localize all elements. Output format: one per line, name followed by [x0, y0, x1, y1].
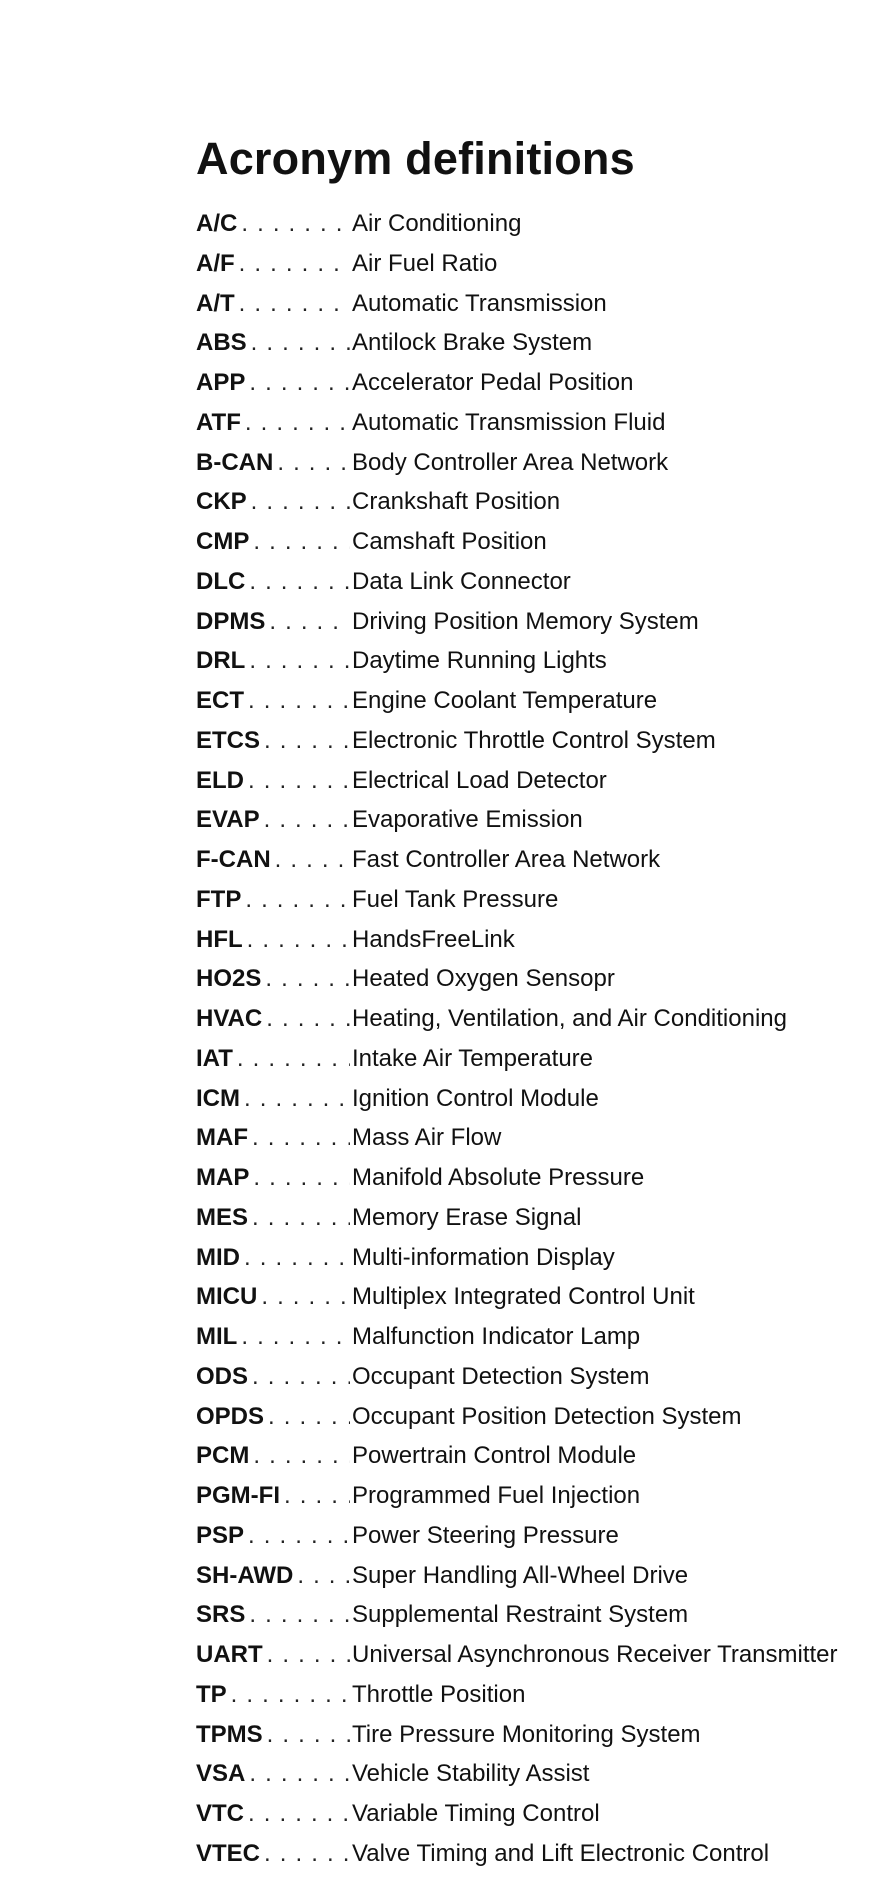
acronym-term: TPMS	[196, 1720, 263, 1748]
acronym-definition: Supplemental Restraint System	[352, 1601, 689, 1629]
acronym-row	[196, 1085, 876, 1125]
acronym-definition: Fuel Tank Pressure	[352, 885, 559, 913]
acronym-row	[196, 1005, 876, 1045]
acronym-term-cell	[196, 1045, 350, 1073]
dot-leader	[235, 290, 350, 318]
acronym-definition: Valve Timing and Lift Electronic Control	[352, 1839, 770, 1867]
dot-leader	[280, 1482, 350, 1510]
acronym-term: VTEC	[196, 1839, 261, 1867]
acronym-row	[196, 1164, 876, 1204]
acronym-definition: Multiplex Integrated Control Unit	[352, 1283, 695, 1311]
acronym-definition: Air Fuel Ratio	[352, 249, 498, 277]
dot-leader	[249, 1164, 350, 1192]
dot-leader	[233, 1045, 350, 1073]
dot-leader	[241, 409, 350, 437]
acronym-definition: Air Conditioning	[352, 210, 522, 237]
acronym-definition: Intake Air Temperature	[352, 1044, 594, 1072]
acronym-term: IAT	[196, 1044, 233, 1072]
acronym-definition: Heated Oxygen Sensopr	[352, 965, 615, 993]
acronym-term: ATF	[196, 408, 241, 436]
acronym-term-cell	[196, 1005, 350, 1033]
acronym-term-cell	[196, 965, 350, 993]
acronym-row	[196, 1800, 876, 1840]
acronym-term-cell	[196, 1601, 350, 1629]
acronym-row	[196, 1681, 876, 1721]
acronym-row	[196, 488, 876, 528]
acronym-term-cell	[196, 250, 350, 278]
acronym-term-cell	[196, 926, 350, 954]
acronym-term-cell	[196, 290, 350, 318]
acronym-definition: Driving Position Memory System	[352, 607, 699, 635]
acronym-row	[196, 250, 876, 290]
dot-leader	[247, 488, 350, 516]
acronym-term-cell	[196, 1124, 350, 1152]
acronym-row	[196, 965, 876, 1005]
acronym-term: EVAP	[196, 806, 260, 834]
acronym-definition: Fast Controller Area Network	[352, 846, 661, 873]
dot-leader	[248, 1363, 350, 1391]
acronym-definition: Throttle Position	[352, 1680, 526, 1708]
acronym-row	[196, 687, 876, 727]
acronym-definition: Powertrain Control Module	[352, 1442, 637, 1470]
acronym-term-cell	[196, 1244, 350, 1272]
acronym-term: A/T	[196, 289, 235, 317]
dot-leader	[244, 687, 350, 715]
acronym-term: FTP	[196, 885, 242, 913]
acronym-term-cell	[196, 806, 350, 834]
dot-leader	[263, 1641, 350, 1669]
acronym-definition: Crankshaft Position	[352, 488, 561, 516]
acronym-definition: Accelerator Pedal Position	[352, 369, 634, 396]
acronym-definition: Camshaft Position	[352, 528, 547, 555]
acronym-term-cell	[196, 1204, 350, 1232]
dot-leader	[248, 1204, 350, 1232]
dot-leader	[244, 1522, 350, 1550]
acronym-row	[196, 1363, 876, 1403]
acronym-term-cell	[196, 1085, 350, 1113]
acronym-definition: Super Handling All-Wheel Drive	[352, 1561, 689, 1589]
dot-leader	[260, 806, 350, 834]
acronym-term-cell	[196, 1482, 350, 1510]
dot-leader	[245, 1601, 350, 1629]
acronym-term: A/F	[196, 249, 235, 277]
acronym-page	[196, 128, 876, 1880]
dot-leader	[247, 329, 350, 357]
page-title: Acronym definitions	[196, 133, 635, 184]
acronym-definition: Body Controller Area Network	[352, 448, 669, 476]
acronym-term-cell	[196, 1681, 350, 1709]
acronym-row	[196, 1244, 876, 1284]
acronym-definition: Automatic Transmission Fluid	[352, 408, 666, 436]
acronym-term-cell	[196, 1283, 350, 1311]
acronym-term-cell	[196, 846, 350, 874]
dot-leader	[249, 1442, 350, 1470]
dot-leader	[245, 647, 350, 675]
acronym-definition: Manifold Absolute Pressure	[352, 1164, 645, 1191]
acronym-term: MES	[196, 1203, 249, 1231]
acronym-row	[196, 767, 876, 807]
acronym-list	[196, 210, 876, 1880]
acronym-term: VTC	[196, 1800, 244, 1827]
acronym-row	[196, 1601, 876, 1641]
acronym-row	[196, 806, 876, 846]
acronym-term-cell	[196, 369, 350, 397]
acronym-definition: Engine Coolant Temperature	[352, 687, 658, 714]
acronym-definition: Vehicle Stability Assist	[352, 1760, 590, 1788]
acronym-row	[196, 1403, 876, 1443]
acronym-term: ELD	[196, 766, 244, 794]
acronym-term: F-CAN	[196, 846, 271, 873]
acronym-row	[196, 1641, 876, 1681]
acronym-definition: Tire Pressure Monitoring System	[352, 1720, 701, 1748]
acronym-term: TP	[196, 1680, 227, 1708]
acronym-definition: Heating, Ventilation, and Air Conditioning	[352, 1005, 787, 1032]
dot-leader	[263, 1721, 350, 1749]
acronym-row	[196, 1522, 876, 1562]
acronym-definition: Electronic Throttle Control System	[352, 726, 716, 754]
acronym-term-cell	[196, 687, 350, 715]
acronym-term-cell	[196, 449, 350, 477]
acronym-term-cell	[196, 1323, 350, 1351]
dot-leader	[261, 965, 350, 993]
acronym-row	[196, 369, 876, 409]
acronym-definition: Ignition Control Module	[352, 1084, 599, 1112]
acronym-term: ECT	[196, 687, 244, 714]
dot-leader	[273, 449, 350, 477]
acronym-term: MICU	[196, 1283, 258, 1311]
acronym-definition: Electrical Load Detector	[352, 766, 607, 794]
acronym-row	[196, 210, 876, 250]
acronym-definition: Data Link Connector	[352, 567, 571, 595]
acronym-term: APP	[196, 369, 246, 396]
dot-leader	[227, 1681, 350, 1709]
acronym-definition: HandsFreeLink	[352, 925, 515, 953]
acronym-row	[196, 1562, 876, 1602]
acronym-row	[196, 1204, 876, 1244]
acronym-row	[196, 449, 876, 489]
acronym-term: HO2S	[196, 965, 262, 993]
acronym-row	[196, 1124, 876, 1164]
acronym-row	[196, 528, 876, 568]
acronym-definition: Occupant Detection System	[352, 1362, 650, 1390]
dot-leader	[249, 528, 350, 556]
acronym-definition: Malfunction Indicator Lamp	[352, 1323, 641, 1350]
acronym-term: SRS	[196, 1601, 246, 1629]
acronym-row	[196, 409, 876, 449]
acronym-row	[196, 568, 876, 608]
acronym-definition: Universal Asynchronous Receiver Transmitter	[352, 1641, 838, 1668]
acronym-term: PGM-FI	[196, 1482, 280, 1509]
acronym-term: PSP	[196, 1521, 245, 1549]
acronym-term: MAP	[196, 1164, 250, 1191]
acronym-term: MID	[196, 1243, 240, 1271]
dot-leader	[243, 926, 350, 954]
acronym-term-cell	[196, 488, 350, 516]
dot-leader	[240, 1085, 350, 1113]
acronym-term-cell	[196, 1363, 350, 1391]
dot-leader	[245, 1760, 350, 1788]
acronym-term: MIL	[196, 1323, 238, 1350]
acronym-row	[196, 727, 876, 767]
acronym-row	[196, 1482, 876, 1522]
dot-leader	[248, 1124, 350, 1152]
acronym-row	[196, 1721, 876, 1761]
acronym-term: DLC	[196, 567, 246, 595]
acronym-row	[196, 1760, 876, 1800]
acronym-term-cell	[196, 608, 350, 636]
acronym-term: CKP	[196, 488, 247, 516]
dot-leader	[293, 1562, 350, 1590]
dot-leader	[237, 210, 350, 238]
acronym-definition: Automatic Transmission	[352, 289, 607, 317]
acronym-term: PCM	[196, 1442, 250, 1470]
acronym-term: DPMS	[196, 607, 266, 635]
acronym-definition: Occupant Position Detection System	[352, 1402, 742, 1430]
acronym-term: MAF	[196, 1124, 248, 1152]
acronym-term: SH-AWD	[196, 1561, 294, 1589]
acronym-term-cell	[196, 210, 350, 238]
acronym-term-cell	[196, 528, 350, 556]
acronym-row	[196, 608, 876, 648]
dot-leader	[245, 568, 350, 596]
dot-leader	[265, 608, 350, 636]
acronym-term-cell	[196, 568, 350, 596]
dot-leader	[235, 250, 350, 278]
acronym-definition: Multi-information Display	[352, 1243, 615, 1271]
acronym-row	[196, 1045, 876, 1085]
acronym-term: B-CAN	[196, 448, 274, 476]
acronym-definition: Mass Air Flow	[352, 1124, 502, 1152]
acronym-term-cell	[196, 409, 350, 437]
acronym-term-cell	[196, 1760, 350, 1788]
acronym-term-cell	[196, 647, 350, 675]
dot-leader	[257, 1283, 350, 1311]
acronym-term: A/C	[196, 210, 238, 237]
dot-leader	[271, 846, 350, 874]
acronym-term: HVAC	[196, 1005, 263, 1032]
acronym-row	[196, 926, 876, 966]
dot-leader	[245, 369, 350, 397]
acronym-term: OPDS	[196, 1402, 265, 1430]
dot-leader	[241, 886, 350, 914]
acronym-term: DRL	[196, 647, 246, 675]
acronym-definition: Antilock Brake System	[352, 329, 593, 357]
dot-leader	[264, 1403, 350, 1431]
acronym-term: ETCS	[196, 726, 261, 754]
acronym-definition: Variable Timing Control	[352, 1800, 600, 1827]
dot-leader	[240, 1244, 350, 1272]
acronym-definition: Memory Erase Signal	[352, 1203, 582, 1231]
dot-leader	[262, 1005, 350, 1033]
acronym-row	[196, 1283, 876, 1323]
acronym-term-cell	[196, 1721, 350, 1749]
acronym-term: UART	[196, 1641, 263, 1668]
acronym-term: ICM	[196, 1084, 240, 1112]
acronym-row	[196, 647, 876, 687]
acronym-term: VSA	[196, 1760, 246, 1788]
acronym-term: CMP	[196, 528, 250, 555]
acronym-row	[196, 1840, 876, 1880]
acronym-row	[196, 846, 876, 886]
acronym-row	[196, 1442, 876, 1482]
acronym-term: HFL	[196, 925, 243, 953]
acronym-row	[196, 329, 876, 369]
dot-leader	[260, 727, 350, 755]
dot-leader	[244, 767, 350, 795]
acronym-term-cell	[196, 1641, 350, 1669]
acronym-term-cell	[196, 1840, 350, 1868]
acronym-row	[196, 886, 876, 926]
acronym-term-cell	[196, 767, 350, 795]
acronym-definition: Power Steering Pressure	[352, 1521, 619, 1549]
dot-leader	[237, 1323, 350, 1351]
acronym-term: ODS	[196, 1362, 249, 1390]
dot-leader	[244, 1800, 350, 1828]
acronym-definition: Daytime Running Lights	[352, 647, 607, 675]
dot-leader	[260, 1840, 350, 1868]
acronym-row	[196, 290, 876, 330]
acronym-term-cell	[196, 329, 350, 357]
acronym-term-cell	[196, 1562, 350, 1590]
acronym-row	[196, 1323, 876, 1363]
acronym-term-cell	[196, 1522, 350, 1550]
acronym-term-cell	[196, 727, 350, 755]
acronym-term-cell	[196, 886, 350, 914]
acronym-definition: Programmed Fuel Injection	[352, 1482, 641, 1509]
acronym-term: ABS	[196, 329, 247, 357]
acronym-definition: Evaporative Emission	[352, 806, 583, 834]
acronym-term-cell	[196, 1442, 350, 1470]
acronym-term-cell	[196, 1800, 350, 1828]
acronym-term-cell	[196, 1403, 350, 1431]
acronym-term-cell	[196, 1164, 350, 1192]
